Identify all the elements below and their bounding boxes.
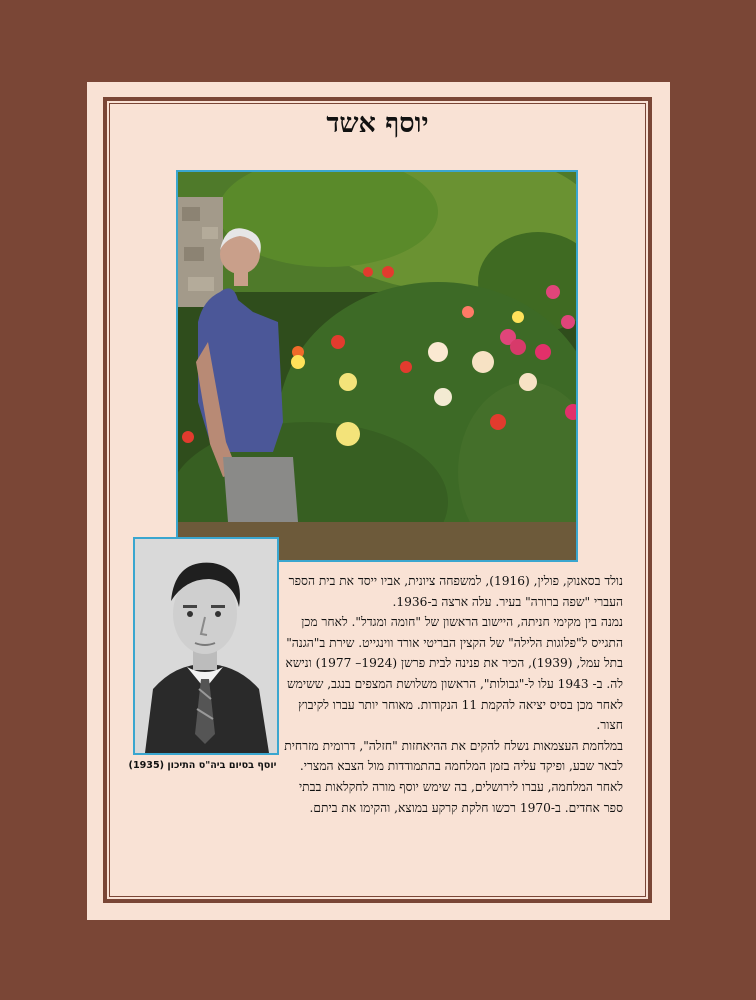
bio-paragraph: נמנה בין מקימי חניתה, היישוב הראשון של "חומה ומגדל". לאחר מכן התגייס ל"פלוגות הלילה" של הקצין הבריטי אורד ווינגייט. שירת ב"הגנה" בתל עמל, (1939), הכיר את פנינה לבית פרשן (1924– 1977) ונישא לה. ב- 1943 עלו ל-"גבולות", הראשון משלושת המצפים בנגב, ששימש לאחר מכן בסיס יציאה להקמת 11 הנקודות. מאוחר יותר עברו לקיבוץ חצור. [285, 615, 623, 733]
bio-paragraph: נולד בסאנוק, פולין, (1916), למשפחה ציונית, אביו ייסד את בית הספר העברי "שפה ברורה" בעיר. עלה ארצה ב-1936. [288, 574, 623, 609]
biography-text [283, 571, 623, 818]
bio-paragraph: לאחר המלחמה, עברו לירושלים, בה שימש יוסף מורה לחקלאות בבתי ספר אחדים. ב-1970 רכשו חלקת קרקע במוצא, והקימו את ביתם. [298, 779, 623, 815]
portrait-photo [133, 537, 279, 755]
bio-paragraph: במלחמת העצמאות נשלח להקים את ההיאחזות "חזלה", דרומית מזרחית לבאר שבע, ופיקד עליה בזמן המלחמה בהתמודדות מול הצבא המצרי. [284, 738, 623, 774]
garden-photo [176, 170, 578, 562]
portrait-caption: יוסף בסיום ביה"ס התיכון (1935) [128, 760, 277, 771]
page-title: יוסף אשד [326, 108, 429, 139]
